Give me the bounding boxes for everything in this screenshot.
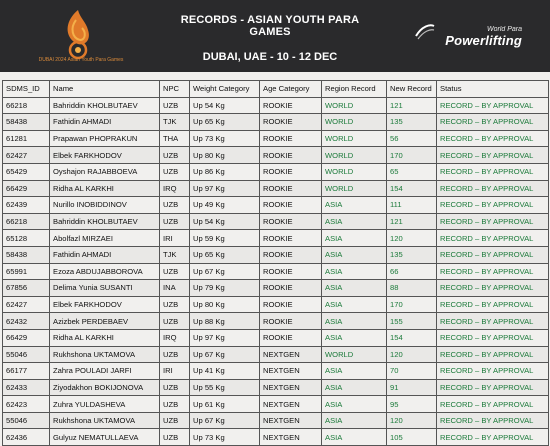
name-cell: Nurillo INOBIDDINOV	[50, 197, 160, 214]
region-record-cell: ASIA	[322, 213, 387, 230]
sdms-id-cell: 62423	[3, 396, 50, 413]
region-record-cell: ASIA	[322, 296, 387, 313]
new-record-cell: 120	[387, 412, 437, 429]
npc-cell: UZB	[160, 313, 190, 330]
column-header: Name	[50, 81, 160, 98]
weight-category-cell: Up 88 Kg	[190, 313, 260, 330]
sdms-id-cell: 58438	[3, 246, 50, 263]
brand-small-text: World Para	[486, 26, 522, 33]
status-cell: RECORD – BY APPROVAL	[437, 412, 549, 429]
table-row	[3, 329, 549, 346]
weight-category-cell: Up 55 Kg	[190, 379, 260, 396]
table-row	[3, 296, 549, 313]
region-record-cell: ASIA	[322, 246, 387, 263]
npc-cell: IRI	[160, 230, 190, 247]
weight-category-cell: Up 97 Kg	[190, 329, 260, 346]
new-record-cell: 154	[387, 180, 437, 197]
status-cell: RECORD – BY APPROVAL	[437, 180, 549, 197]
npc-cell: UZB	[160, 379, 190, 396]
page-subtitle: DUBAI, UAE - 10 - 12 DEC	[202, 51, 338, 63]
npc-cell: UZB	[160, 97, 190, 114]
table-body	[3, 97, 549, 445]
age-category-cell: NEXTGEN	[260, 396, 322, 413]
status-cell: RECORD – BY APPROVAL	[437, 346, 549, 363]
region-record-cell: WORLD	[322, 346, 387, 363]
new-record-cell: 65	[387, 163, 437, 180]
age-category-cell: NEXTGEN	[260, 429, 322, 446]
age-category-cell: ROOKIE	[260, 263, 322, 280]
age-category-cell: ROOKIE	[260, 147, 322, 164]
column-header: NPC	[160, 81, 190, 98]
new-record-cell: 105	[387, 429, 437, 446]
logo-text: DUBAI 2024 Asian Youth Para Games	[38, 57, 124, 63]
new-record-cell: 95	[387, 396, 437, 413]
new-record-cell: 155	[387, 313, 437, 330]
age-category-cell: NEXTGEN	[260, 412, 322, 429]
region-record-cell: WORLD	[322, 130, 387, 147]
region-record-cell: WORLD	[322, 147, 387, 164]
region-record-cell: ASIA	[322, 363, 387, 380]
age-category-cell: ROOKIE	[260, 246, 322, 263]
table-row	[3, 363, 549, 380]
name-cell: Fathidin AHMADI	[50, 246, 160, 263]
table-row	[3, 396, 549, 413]
status-cell: RECORD – BY APPROVAL	[437, 213, 549, 230]
npc-cell: UZB	[160, 296, 190, 313]
weight-category-cell: Up 73 Kg	[190, 429, 260, 446]
weight-category-cell: Up 73 Kg	[190, 130, 260, 147]
table-row	[3, 280, 549, 297]
new-record-cell: 121	[387, 97, 437, 114]
weight-category-cell: Up 59 Kg	[190, 230, 260, 247]
new-record-cell: 170	[387, 296, 437, 313]
new-record-cell: 88	[387, 280, 437, 297]
region-record-cell: ASIA	[322, 197, 387, 214]
name-cell: Ridha AL KARKHI	[50, 180, 160, 197]
npc-cell: TJK	[160, 114, 190, 131]
sdms-id-cell: 66218	[3, 213, 50, 230]
sdms-id-cell: 55046	[3, 346, 50, 363]
status-cell: RECORD – BY APPROVAL	[437, 130, 549, 147]
sdms-id-cell: 65128	[3, 230, 50, 247]
status-cell: RECORD – BY APPROVAL	[437, 396, 549, 413]
status-cell: RECORD – BY APPROVAL	[437, 280, 549, 297]
sdms-id-cell: 62439	[3, 197, 50, 214]
new-record-cell: 135	[387, 114, 437, 131]
age-category-cell: ROOKIE	[260, 97, 322, 114]
table-row	[3, 429, 549, 446]
column-header: New Record	[387, 81, 437, 98]
table-row	[3, 197, 549, 214]
npc-cell: UZB	[160, 346, 190, 363]
name-cell: Delima Yunia SUSANTI	[50, 280, 160, 297]
sdms-id-cell: 65991	[3, 263, 50, 280]
weight-category-cell: Up 80 Kg	[190, 147, 260, 164]
region-record-cell: ASIA	[322, 379, 387, 396]
new-record-cell: 170	[387, 147, 437, 164]
status-cell: RECORD – BY APPROVAL	[437, 246, 549, 263]
sdms-id-cell: 62432	[3, 313, 50, 330]
sdms-id-cell: 66429	[3, 329, 50, 346]
region-record-cell: ASIA	[322, 280, 387, 297]
region-record-cell: ASIA	[322, 429, 387, 446]
table-header-row	[3, 81, 549, 98]
region-record-cell: WORLD	[322, 114, 387, 131]
name-cell: Rukhshona UKTAMOVA	[50, 412, 160, 429]
table-row	[3, 97, 549, 114]
region-record-cell: WORLD	[322, 97, 387, 114]
new-record-cell: 91	[387, 379, 437, 396]
table-row	[3, 379, 549, 396]
table-row	[3, 114, 549, 131]
status-cell: RECORD – BY APPROVAL	[437, 296, 549, 313]
weight-category-cell: Up 67 Kg	[190, 346, 260, 363]
weight-category-cell: Up 67 Kg	[190, 412, 260, 429]
npc-cell: TJK	[160, 246, 190, 263]
region-record-cell: ASIA	[322, 412, 387, 429]
status-cell: RECORD – BY APPROVAL	[437, 379, 549, 396]
weight-category-cell: Up 65 Kg	[190, 246, 260, 263]
npc-cell: UZB	[160, 213, 190, 230]
weight-category-cell: Up 80 Kg	[190, 296, 260, 313]
name-cell: Ridha AL KARKHI	[50, 329, 160, 346]
age-category-cell: ROOKIE	[260, 114, 322, 131]
weight-category-cell: Up 54 Kg	[190, 97, 260, 114]
new-record-cell: 56	[387, 130, 437, 147]
header-banner	[0, 0, 550, 72]
new-record-cell: 120	[387, 346, 437, 363]
name-cell: Fathidin AHMADI	[50, 114, 160, 131]
column-header: Age Category	[260, 81, 322, 98]
region-record-cell: ASIA	[322, 263, 387, 280]
name-cell: Elbek FARKHODOV	[50, 147, 160, 164]
table-row	[3, 147, 549, 164]
status-cell: RECORD – BY APPROVAL	[437, 147, 549, 164]
new-record-cell: 66	[387, 263, 437, 280]
table-row	[3, 213, 549, 230]
sdms-id-cell: 66429	[3, 180, 50, 197]
column-header: Status	[437, 81, 549, 98]
sdms-id-cell: 67856	[3, 280, 50, 297]
region-record-cell: WORLD	[322, 180, 387, 197]
status-cell: RECORD – BY APPROVAL	[437, 313, 549, 330]
age-category-cell: ROOKIE	[260, 280, 322, 297]
weight-category-cell: Up 61 Kg	[190, 396, 260, 413]
sdms-id-cell: 65429	[3, 163, 50, 180]
weight-category-cell: Up 67 Kg	[190, 263, 260, 280]
sdms-id-cell: 62427	[3, 296, 50, 313]
name-cell: Elbek FARKHODOV	[50, 296, 160, 313]
name-cell: Ezoza ABDUJABBOROVA	[50, 263, 160, 280]
sdms-id-cell: 66218	[3, 97, 50, 114]
npc-cell: IRI	[160, 363, 190, 380]
npc-cell: IRQ	[160, 329, 190, 346]
name-cell: Prapawan PHOPRAKUN	[50, 130, 160, 147]
page-title: RECORDS - ASIAN YOUTH PARA GAMES	[180, 14, 360, 38]
brand-large-text: Powerlifting	[445, 33, 522, 48]
region-record-cell: ASIA	[322, 396, 387, 413]
swoosh-icon	[414, 20, 436, 42]
age-category-cell: NEXTGEN	[260, 363, 322, 380]
weight-category-cell: Up 86 Kg	[190, 163, 260, 180]
new-record-cell: 120	[387, 230, 437, 247]
age-category-cell: ROOKIE	[260, 296, 322, 313]
age-category-cell: ROOKIE	[260, 163, 322, 180]
age-category-cell: ROOKIE	[260, 313, 322, 330]
status-cell: RECORD – BY APPROVAL	[437, 263, 549, 280]
table-row	[3, 246, 549, 263]
status-cell: RECORD – BY APPROVAL	[437, 329, 549, 346]
age-category-cell: NEXTGEN	[260, 379, 322, 396]
status-cell: RECORD – BY APPROVAL	[437, 197, 549, 214]
region-record-cell: WORLD	[322, 163, 387, 180]
status-cell: RECORD – BY APPROVAL	[437, 114, 549, 131]
weight-category-cell: Up 54 Kg	[190, 213, 260, 230]
weight-category-cell: Up 79 Kg	[190, 280, 260, 297]
records-table	[2, 80, 549, 446]
column-header: Region Record	[322, 81, 387, 98]
sdms-id-cell: 58438	[3, 114, 50, 131]
npc-cell: UZB	[160, 163, 190, 180]
npc-cell: UZB	[160, 147, 190, 164]
world-para-powerlifting-logo	[445, 26, 522, 48]
npc-cell: THA	[160, 130, 190, 147]
age-category-cell: ROOKIE	[260, 130, 322, 147]
column-header: Weight Category	[190, 81, 260, 98]
title-block	[160, 14, 380, 63]
age-category-cell: NEXTGEN	[260, 346, 322, 363]
npc-cell: UZB	[160, 263, 190, 280]
name-cell: Bahriddin KHOLBUTAEV	[50, 97, 160, 114]
sdms-id-cell: 55046	[3, 412, 50, 429]
table-row	[3, 230, 549, 247]
column-header: SDMS_ID	[3, 81, 50, 98]
npc-cell: UZB	[160, 412, 190, 429]
name-cell: Rukhshona UKTAMOVA	[50, 346, 160, 363]
status-cell: RECORD – BY APPROVAL	[437, 97, 549, 114]
weight-category-cell: Up 41 Kg	[190, 363, 260, 380]
status-cell: RECORD – BY APPROVAL	[437, 363, 549, 380]
table-row	[3, 313, 549, 330]
name-cell: Gulyuz NEMATULLAEVA	[50, 429, 160, 446]
new-record-cell: 154	[387, 329, 437, 346]
region-record-cell: ASIA	[322, 329, 387, 346]
new-record-cell: 111	[387, 197, 437, 214]
region-record-cell: ASIA	[322, 230, 387, 247]
table-row	[3, 346, 549, 363]
sdms-id-cell: 62433	[3, 379, 50, 396]
weight-category-cell: Up 97 Kg	[190, 180, 260, 197]
name-cell: Zahra POULADI JARFI	[50, 363, 160, 380]
region-record-cell: ASIA	[322, 313, 387, 330]
age-category-cell: ROOKIE	[260, 329, 322, 346]
table-row	[3, 412, 549, 429]
sdms-id-cell: 62436	[3, 429, 50, 446]
table-row	[3, 263, 549, 280]
new-record-cell: 135	[387, 246, 437, 263]
table-row	[3, 130, 549, 147]
status-cell: RECORD – BY APPROVAL	[437, 230, 549, 247]
age-category-cell: ROOKIE	[260, 230, 322, 247]
npc-cell: IRQ	[160, 180, 190, 197]
age-category-cell: ROOKIE	[260, 213, 322, 230]
age-category-cell: ROOKIE	[260, 197, 322, 214]
name-cell: Bahriddin KHOLBUTAEV	[50, 213, 160, 230]
npc-cell: INA	[160, 280, 190, 297]
name-cell: Azizbek PERDEBAEV	[50, 313, 160, 330]
sdms-id-cell: 62427	[3, 147, 50, 164]
sdms-id-cell: 66177	[3, 363, 50, 380]
name-cell: Oyshajon RAJABBOEVA	[50, 163, 160, 180]
status-cell: RECORD – BY APPROVAL	[437, 163, 549, 180]
weight-category-cell: Up 49 Kg	[190, 197, 260, 214]
new-record-cell: 70	[387, 363, 437, 380]
status-cell: RECORD – BY APPROVAL	[437, 429, 549, 446]
name-cell: Abolfazl MIRZAEI	[50, 230, 160, 247]
new-record-cell: 121	[387, 213, 437, 230]
table-row	[3, 180, 549, 197]
table-row	[3, 163, 549, 180]
weight-category-cell: Up 65 Kg	[190, 114, 260, 131]
name-cell: Zuhra YULDASHEVA	[50, 396, 160, 413]
npc-cell: UZB	[160, 197, 190, 214]
dubai-2024-logo	[46, 6, 110, 62]
age-category-cell: ROOKIE	[260, 180, 322, 197]
name-cell: Ziyodakhon BOKIJONOVA	[50, 379, 160, 396]
sdms-id-cell: 61281	[3, 130, 50, 147]
npc-cell: UZB	[160, 429, 190, 446]
npc-cell: UZB	[160, 396, 190, 413]
